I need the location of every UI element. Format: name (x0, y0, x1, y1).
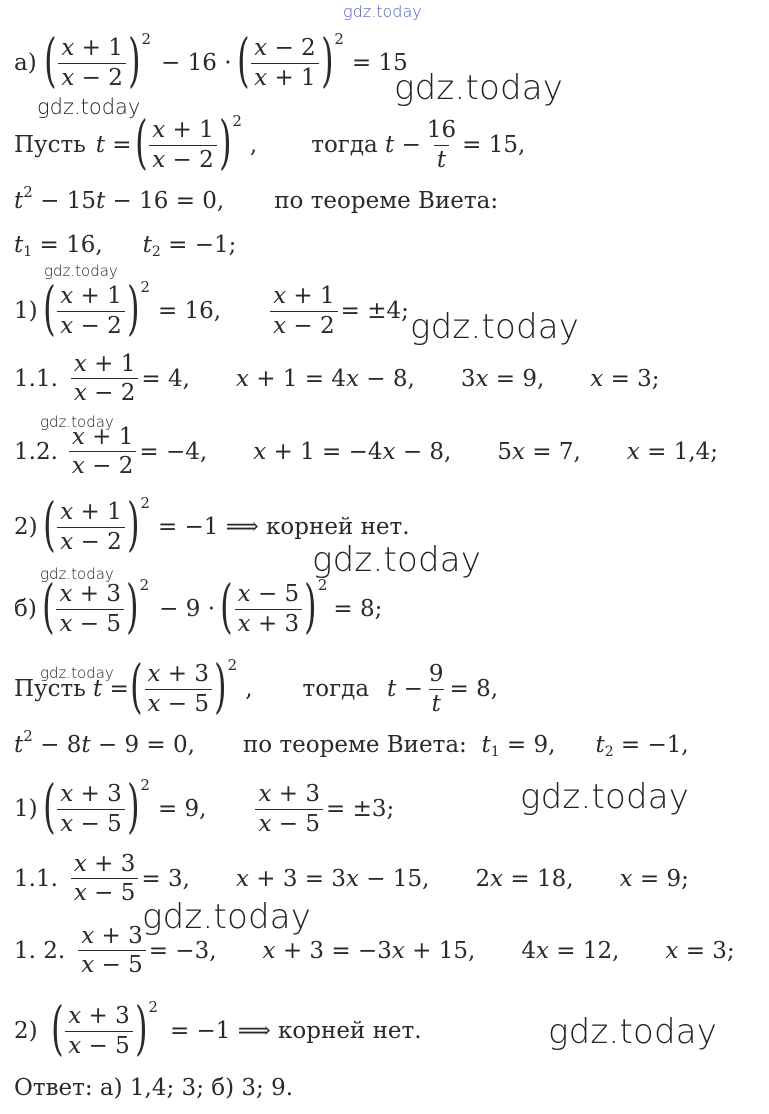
vieta-word: по теореме Виета: (242, 732, 467, 758)
step-label: 1. 2. (14, 937, 66, 964)
case-2-a: 2) ( $\frac{x + 1}{x - 2}$ ) 2 = −1 ⟹ корней нет. (14, 490, 410, 558)
watermark: gdz.today (410, 307, 580, 347)
equation-b: б) ( $\frac{x + 3}{x - 5}$ ) 2 − 9 · ( $\frac{x - 5}{x + 3}$ ) 2 = 8; (14, 572, 383, 640)
no-roots-text: корней нет. (266, 514, 410, 540)
equation-a: а) ( $\frac{x + 1}{x - 2}$ ) 2 − 16 · ( $\frac{x - 2}{x + 1}$ ) 2 = 15 (14, 26, 408, 94)
vieta-word: по теореме Виета: (274, 188, 499, 214)
no-roots-text: корней нет. (278, 1018, 422, 1044)
watermark: gdz.today (40, 664, 114, 682)
case-1-a: 1) ( $\frac{x + 1}{x - 2}$ ) 2 = 16, $\frac{x + 1}{x - 2}$ = ±4; (14, 274, 409, 342)
substitution-a: Пусть t = ( $\frac{x + 1}{x - 2}$ ) 2 , тогда t − $\frac{16}{t}$ = 15, (14, 108, 526, 176)
step-label: 1.2. (14, 438, 58, 465)
case-1-2-b: 1. 2. $\frac{x + 3}{x - 5}$ = −3, x + 3 = −3 x + 15, 4 x = 12, x = 3; (14, 923, 735, 979)
watermark: gdz.today (44, 262, 118, 280)
watermark: gdz.today (40, 413, 114, 431)
case-1-b: 1) ( $\frac{x + 3}{x - 5}$ ) 2 = 9, $\frac{x + 3}{x - 5}$ = ±3; (14, 772, 395, 840)
watermark: gdz.today (37, 95, 141, 119)
step-label: 1.1. (14, 865, 58, 892)
case-1-1-b: 1.1. $\frac{x + 3}{x - 5}$ = 3, x + 3 = 3 x − 15, 2 x = 18, x = 9; (14, 851, 689, 907)
watermark-top: gdz.today (343, 2, 422, 21)
case-1-2-a: 1.2. $\frac{x + 1}{x - 2}$ = −4, x + 1 = −4 x − 8, 5 x = 7, x = 1,4; (14, 424, 719, 480)
watermark: gdz.today (40, 565, 114, 583)
case-2-b: 2) ( $\frac{x + 3}{x - 5}$ ) 2 = −1 ⟹ корней нет. (14, 994, 422, 1062)
substitution-b: Пусть t = ( $\frac{x + 3}{x - 5}$ ) 2 , тогда t − $\frac{9}{t}$ = 8, (14, 652, 499, 720)
watermark: gdz.today (394, 68, 564, 108)
part-b-label: б) (14, 596, 37, 622)
quadratic-a: t 2 − 15 t − 16 = 0, по теореме Виета: (14, 183, 499, 214)
then-word: тогда (302, 676, 370, 702)
step-label: 1) (14, 298, 38, 324)
part-a-label: а) (14, 50, 37, 76)
watermark: gdz.today (312, 540, 482, 580)
quadratic-b: t 2 − 8 t − 9 = 0, по теореме Виета: t 1 = 9, t 2 = −1, (14, 727, 689, 760)
watermark: gdz.today (520, 777, 690, 817)
let-word: Пусть (14, 132, 86, 158)
watermark: gdz.today (142, 897, 312, 937)
then-word: тогда (311, 132, 378, 158)
answer-text: Ответ: а) 1,4; 3; б) 3; 9. (14, 1075, 294, 1101)
case-1-1-a: 1.1. $\frac{x + 1}{x - 2}$ = 4, x + 1 = 4 x − 8, 3 x = 9, x = 3; (14, 351, 660, 407)
answer-line (14, 1075, 293, 1101)
step-label: 2) (14, 514, 38, 540)
let-word: Пусть (14, 676, 86, 702)
step-label: 1.1. (14, 365, 58, 392)
watermark: gdz.today (548, 1012, 718, 1052)
roots-a: t 1 = 16, t 2 = −1; (14, 232, 237, 260)
step-label: 2) (14, 1018, 38, 1044)
step-label: 1) (14, 796, 38, 822)
